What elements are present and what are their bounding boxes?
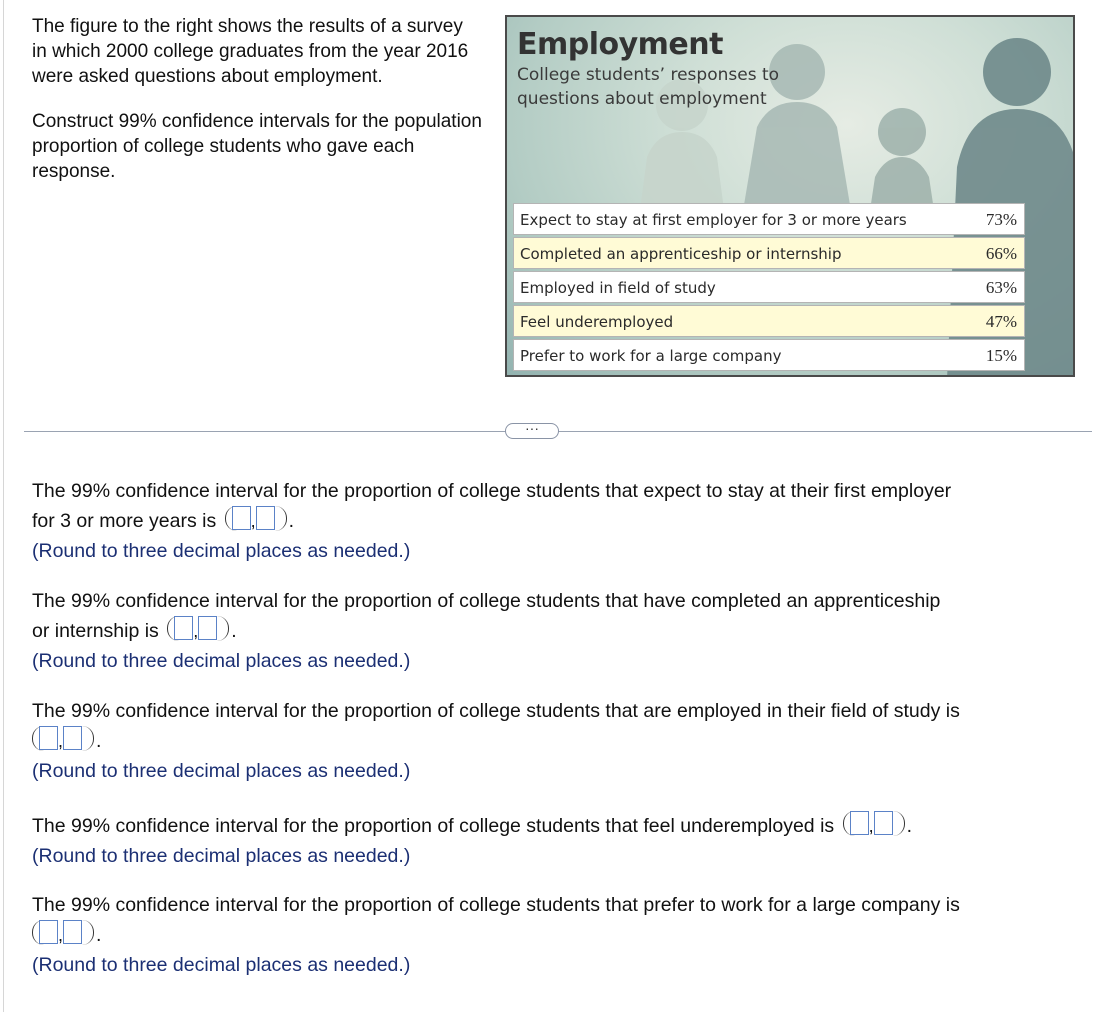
period: .	[96, 924, 102, 946]
close-paren	[82, 726, 94, 751]
left-border	[3, 0, 4, 1012]
question-4	[32, 811, 912, 871]
upper-bound-input[interactable]	[63, 920, 82, 944]
response-label: Feel underemployed	[520, 313, 674, 331]
upper-bound-input[interactable]	[63, 726, 82, 750]
question-text-continued: or internship is	[32, 620, 159, 642]
close-paren	[893, 811, 905, 836]
close-paren	[217, 616, 229, 641]
question-answer-line	[32, 726, 960, 756]
response-percent: 47%	[985, 312, 1017, 331]
lower-bound-input[interactable]	[174, 616, 193, 640]
response-label: Completed an apprenticeship or internship	[520, 245, 842, 263]
response-row	[513, 203, 1025, 235]
intro-paragraph-1: The figure to the right shows the results of a survey in which 2000 college graduates from the year 2016 were asked questions about employment.	[32, 16, 469, 87]
comma-separator: ,	[868, 816, 874, 836]
response-label: Expect to stay at first employer for 3 or more years	[520, 211, 907, 229]
question-2	[32, 586, 940, 676]
upper-bound-input[interactable]	[198, 616, 217, 640]
more-options-button[interactable]: ···	[505, 423, 559, 439]
period: .	[288, 510, 295, 532]
period: .	[96, 730, 102, 752]
question-answer-line	[32, 811, 912, 841]
close-paren	[82, 920, 94, 945]
close-paren	[275, 506, 287, 531]
responses-table	[513, 203, 1025, 373]
question-text: The 99% confidence interval for the proportion of college students that have completed an apprenticeship	[32, 590, 941, 612]
response-percent: 73%	[985, 210, 1017, 229]
question-1	[32, 476, 951, 566]
response-row	[513, 271, 1025, 303]
rounding-note: (Round to three decimal places as needed.)	[32, 954, 411, 976]
rounding-note: (Round to three decimal places as needed.)	[32, 845, 411, 867]
response-percent: 15%	[985, 346, 1017, 365]
rounding-note: (Round to three decimal places as needed.)	[32, 650, 411, 672]
response-label: Prefer to work for a large company	[520, 347, 782, 365]
question-answer-line	[32, 920, 960, 950]
response-percent: 63%	[985, 278, 1017, 297]
question-text: The 99% confidence interval for the proportion of college students that prefer to work for a large company is	[32, 894, 960, 916]
question-text: The 99% confidence interval for the proportion of college students that expect to stay at their first employer	[32, 480, 952, 502]
period: .	[231, 620, 237, 642]
period: .	[906, 815, 913, 837]
question-3	[32, 696, 960, 786]
comma-separator: ,	[193, 621, 199, 641]
question-text: The 99% confidence interval for the proportion of college students that are employed in their field of study is	[32, 700, 960, 722]
comma-separator: ,	[250, 511, 256, 531]
question-5	[32, 890, 960, 980]
rounding-note: (Round to three decimal places as needed.)	[32, 540, 411, 562]
lower-bound-input[interactable]	[39, 726, 58, 750]
intro-paragraph-2: Construct 99% confidence intervals for the population proportion of college students who gave each response.	[32, 111, 482, 182]
response-row	[513, 339, 1025, 371]
employment-figure	[505, 15, 1075, 377]
response-label: Employed in field of study	[520, 279, 716, 297]
response-percent: 66%	[985, 244, 1017, 263]
question-answer-line	[32, 506, 951, 536]
lower-bound-input[interactable]	[39, 920, 58, 944]
question-answer-line	[32, 616, 940, 646]
response-row	[513, 305, 1025, 337]
figure-title: Employment	[517, 27, 723, 62]
rounding-note: (Round to three decimal places as needed.)	[32, 760, 411, 782]
question-text-continued: for 3 or more years is	[32, 510, 217, 532]
comma-separator: ,	[58, 925, 64, 945]
problem-intro	[32, 14, 482, 204]
lower-bound-input[interactable]	[232, 506, 251, 530]
upper-bound-input[interactable]	[256, 506, 275, 530]
question-text: The 99% confidence interval for the proportion of college students that feel underemployed is	[32, 815, 835, 837]
lower-bound-input[interactable]	[850, 811, 869, 835]
response-row	[513, 237, 1025, 269]
figure-subtitle: College students’ responses to questions about employment	[517, 65, 780, 109]
comma-separator: ,	[58, 731, 64, 751]
upper-bound-input[interactable]	[874, 811, 893, 835]
